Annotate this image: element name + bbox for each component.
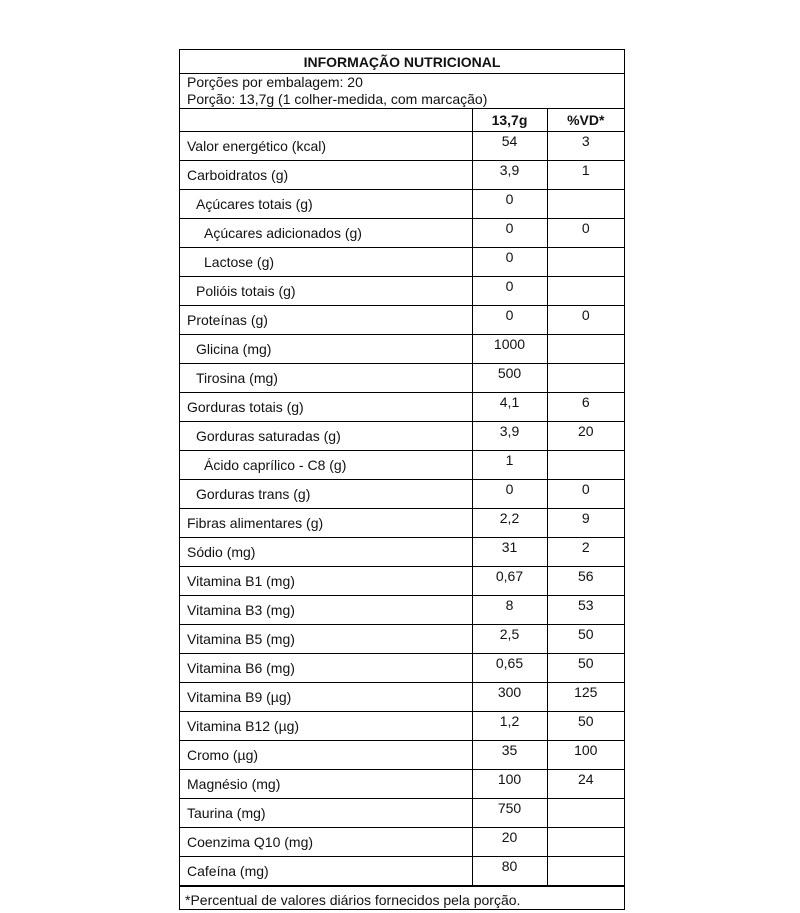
table-row	[180, 451, 624, 480]
table-row	[180, 538, 624, 567]
nutrient-daily-value: 2	[547, 538, 624, 567]
nutrition-table	[180, 109, 624, 886]
nutrient-daily-value: 56	[547, 567, 624, 596]
nutrient-amount: 750	[472, 799, 547, 828]
table-row	[180, 480, 624, 509]
nutrient-name: Magnésio (mg)	[180, 770, 472, 799]
nutrient-amount: 20	[472, 828, 547, 857]
nutrient-daily-value	[547, 451, 624, 480]
nutrient-name: Açúcares totais (g)	[180, 190, 472, 219]
nutrient-name: Glicina (mg)	[180, 335, 472, 364]
table-row	[180, 422, 624, 451]
nutrient-daily-value: 125	[547, 683, 624, 712]
nutrient-amount: 1	[472, 451, 547, 480]
nutrition-facts-label	[179, 49, 625, 910]
header-daily-value: %VD*	[547, 109, 624, 132]
nutrient-name: Vitamina B9 (µg)	[180, 683, 472, 712]
nutrient-amount: 0	[472, 219, 547, 248]
table-row	[180, 712, 624, 741]
nutrient-amount: 8	[472, 596, 547, 625]
nutrient-daily-value	[547, 277, 624, 306]
table-row	[180, 306, 624, 335]
nutrient-amount: 80	[472, 857, 547, 886]
nutrient-name: Tirosina (mg)	[180, 364, 472, 393]
table-row	[180, 277, 624, 306]
nutrient-amount: 100	[472, 770, 547, 799]
nutrient-name: Vitamina B12 (µg)	[180, 712, 472, 741]
table-row	[180, 509, 624, 538]
nutrient-name: Vitamina B1 (mg)	[180, 567, 472, 596]
nutrient-name: Gorduras trans (g)	[180, 480, 472, 509]
nutrient-name: Fibras alimentares (g)	[180, 509, 472, 538]
table-row	[180, 335, 624, 364]
nutrient-daily-value: 53	[547, 596, 624, 625]
nutrient-daily-value: 0	[547, 306, 624, 335]
nutrient-amount: 300	[472, 683, 547, 712]
nutrient-name: Coenzima Q10 (mg)	[180, 828, 472, 857]
table-row	[180, 770, 624, 799]
nutrient-amount: 3,9	[472, 161, 547, 190]
nutrient-name: Lactose (g)	[180, 248, 472, 277]
nutrient-name: Vitamina B3 (mg)	[180, 596, 472, 625]
table-row	[180, 857, 624, 886]
nutrient-amount: 0,65	[472, 654, 547, 683]
table-row	[180, 828, 624, 857]
table-row	[180, 596, 624, 625]
table-row	[180, 364, 624, 393]
nutrient-amount: 1000	[472, 335, 547, 364]
nutrient-name: Vitamina B6 (mg)	[180, 654, 472, 683]
nutrient-amount: 4,1	[472, 393, 547, 422]
nutrient-daily-value: 6	[547, 393, 624, 422]
nutrient-daily-value	[547, 799, 624, 828]
nutrient-daily-value	[547, 828, 624, 857]
footnote: *Percentual de valores diários fornecidos pela porção.	[180, 886, 624, 909]
table-row	[180, 654, 624, 683]
nutrient-daily-value: 50	[547, 654, 624, 683]
table-row	[180, 393, 624, 422]
nutrient-daily-value: 100	[547, 741, 624, 770]
nutrient-amount: 3,9	[472, 422, 547, 451]
nutrient-name: Gorduras saturadas (g)	[180, 422, 472, 451]
nutrient-daily-value	[547, 248, 624, 277]
nutrient-name: Açúcares adicionados (g)	[180, 219, 472, 248]
nutrient-name: Gorduras totais (g)	[180, 393, 472, 422]
nutrient-daily-value: 1	[547, 161, 624, 190]
label-title: INFORMAÇÃO NUTRICIONAL	[180, 50, 624, 74]
nutrient-name: Ácido caprílico - C8 (g)	[180, 451, 472, 480]
header-nutrient	[180, 109, 472, 132]
table-row	[180, 741, 624, 770]
nutrient-name: Polióis totais (g)	[180, 277, 472, 306]
nutrient-daily-value	[547, 364, 624, 393]
table-header-row	[180, 109, 624, 132]
nutrient-amount: 31	[472, 538, 547, 567]
nutrient-amount: 0,67	[472, 567, 547, 596]
nutrient-name: Proteínas (g)	[180, 306, 472, 335]
nutrient-name: Taurina (mg)	[180, 799, 472, 828]
nutrient-amount: 54	[472, 132, 547, 161]
table-row	[180, 248, 624, 277]
nutrient-daily-value: 0	[547, 480, 624, 509]
nutrient-daily-value	[547, 857, 624, 886]
nutrient-amount: 2,2	[472, 509, 547, 538]
nutrient-amount: 0	[472, 480, 547, 509]
nutrient-name: Vitamina B5 (mg)	[180, 625, 472, 654]
nutrient-daily-value: 50	[547, 625, 624, 654]
nutrient-amount: 0	[472, 277, 547, 306]
serving-info	[180, 74, 624, 109]
nutrient-name: Carboidratos (g)	[180, 161, 472, 190]
nutrient-amount: 35	[472, 741, 547, 770]
nutrient-daily-value: 20	[547, 422, 624, 451]
nutrient-amount: 0	[472, 248, 547, 277]
nutrient-amount: 0	[472, 190, 547, 219]
table-row	[180, 567, 624, 596]
table-row	[180, 683, 624, 712]
nutrient-name: Cafeína (mg)	[180, 857, 472, 886]
nutrient-amount: 500	[472, 364, 547, 393]
table-row	[180, 799, 624, 828]
table-row	[180, 132, 624, 161]
servings-per-package: Porções por embalagem: 20	[187, 74, 363, 90]
nutrient-name: Cromo (µg)	[180, 741, 472, 770]
nutrient-amount: 2,5	[472, 625, 547, 654]
nutrient-daily-value	[547, 335, 624, 364]
serving-size: Porção: 13,7g (1 colher-medida, com marcação)	[187, 91, 488, 107]
table-row	[180, 190, 624, 219]
header-serving-amount: 13,7g	[472, 109, 547, 132]
nutrient-daily-value: 50	[547, 712, 624, 741]
nutrient-name: Valor energético (kcal)	[180, 132, 472, 161]
table-row	[180, 625, 624, 654]
nutrient-amount: 0	[472, 306, 547, 335]
table-row	[180, 161, 624, 190]
nutrient-daily-value: 9	[547, 509, 624, 538]
table-row	[180, 219, 624, 248]
nutrient-amount: 1,2	[472, 712, 547, 741]
nutrient-name: Sódio (mg)	[180, 538, 472, 567]
nutrient-daily-value: 0	[547, 219, 624, 248]
nutrient-daily-value: 24	[547, 770, 624, 799]
nutrient-daily-value	[547, 190, 624, 219]
nutrient-daily-value: 3	[547, 132, 624, 161]
